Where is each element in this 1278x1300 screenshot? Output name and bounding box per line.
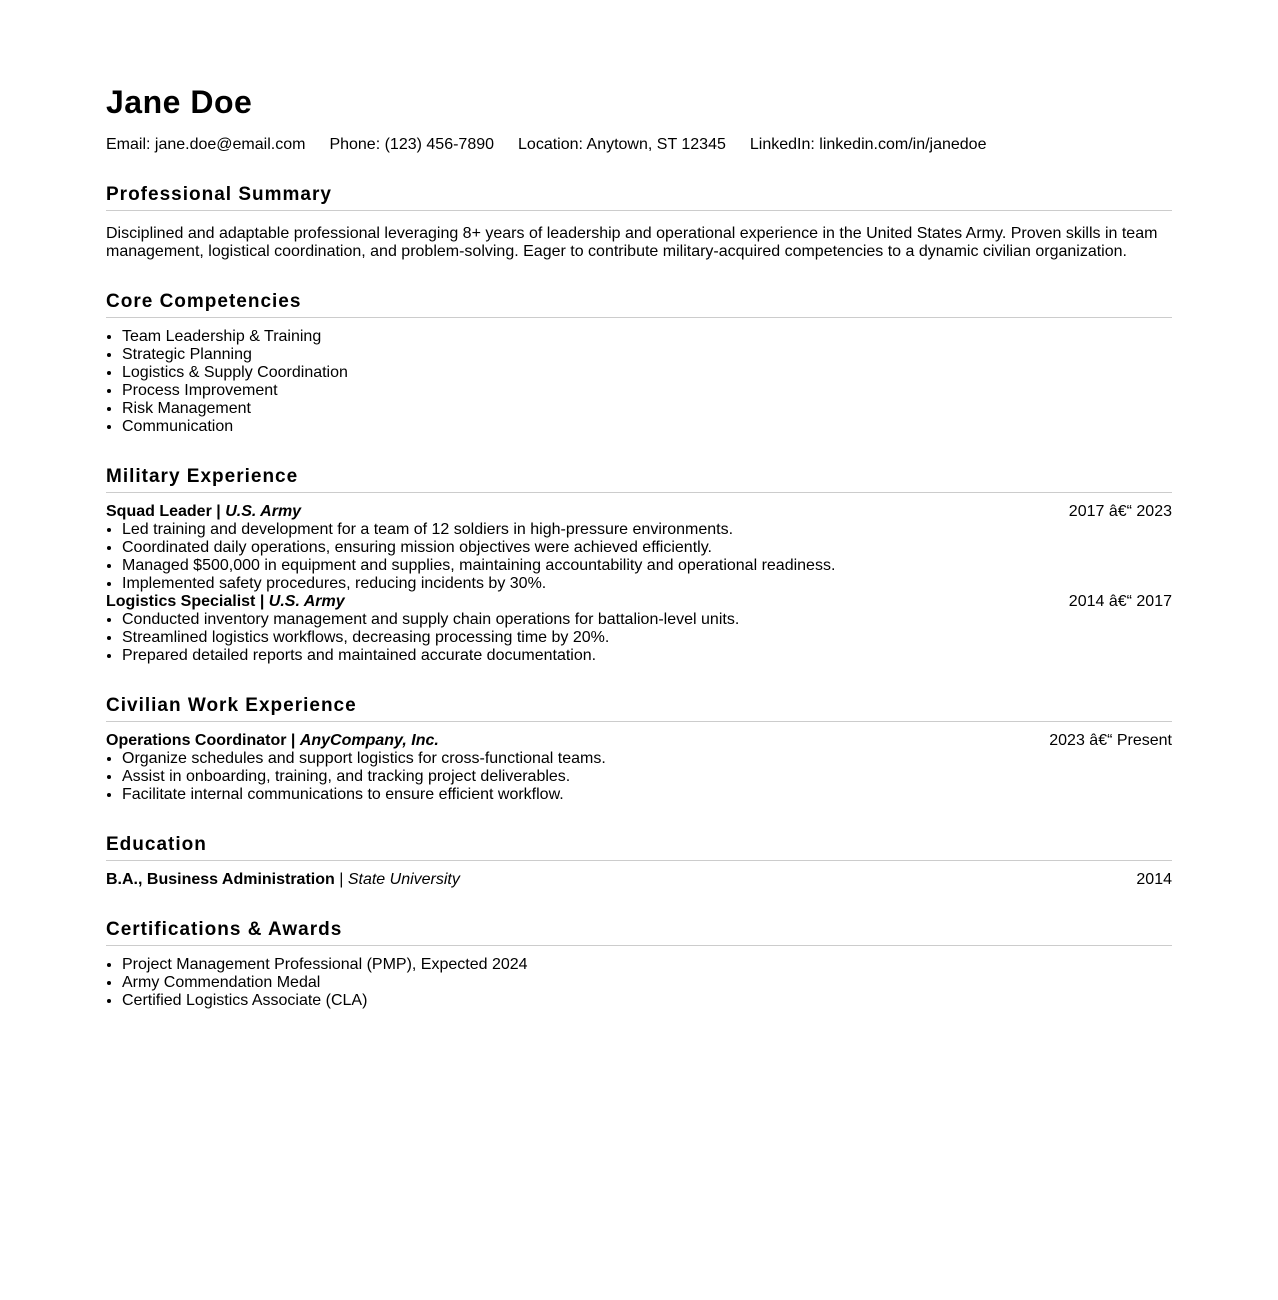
list-item: • Coordinated daily operations, ensuring mission objectives were achieved efficiently. <box>122 539 1172 557</box>
job-entry <box>106 593 1172 665</box>
list-item: • Streamlined logistics workflows, decreasing processing time by 20%. <box>122 629 1172 647</box>
list-item: • Assist in onboarding, training, and tracking project deliverables. <box>122 768 1172 786</box>
job-org: AnyCompany, Inc. <box>299 732 439 749</box>
contact-location: Location: Anytown, ST 12345 <box>518 136 726 153</box>
section-heading: Core Competencies <box>106 291 1172 318</box>
list-item: • Communication <box>122 418 1172 436</box>
list-item: • Organize schedules and support logistics for cross-functional teams. <box>122 750 1172 768</box>
job-dates: 2017 â€“ 2023 <box>1068 503 1172 520</box>
separator: | <box>211 503 226 520</box>
job-org: U.S. Army <box>268 593 345 610</box>
list-item: • Led training and development for a team of 12 soldiers in high-pressure environments. <box>122 521 1172 539</box>
list-item: • Logistics & Supply Coordination <box>122 364 1172 382</box>
list-item: • Facilitate internal communications to ensure efficient workflow. <box>122 786 1172 804</box>
list-item: • Managed $500,000 in equipment and supplies, maintaining accountability and operational readiness. <box>122 557 1172 575</box>
job-entry <box>106 732 1172 804</box>
summary-text: Disciplined and adaptable professional leveraging 8+ years of leadership and operational experience in the United States Army. Proven skills in team management, logistical coordination, and problem-solving. Eager to contribute military-acquired competencies to a dynamic civilian organization. <box>106 225 1158 260</box>
section-heading: Education <box>106 834 1172 861</box>
degree: B.A., Business Administration <box>106 871 335 888</box>
job-title: Operations Coordinator <box>106 732 287 749</box>
section-summary <box>106 184 1172 261</box>
job-entry <box>106 503 1172 593</box>
contact-phone: Phone: (123) 456-7890 <box>329 136 495 153</box>
section-heading: Civilian Work Experience <box>106 695 1172 722</box>
resume <box>106 80 1172 1010</box>
job-dates: 2023 â€“ Present <box>1049 732 1172 749</box>
school: State University <box>347 871 460 888</box>
section-heading: Military Experience <box>106 466 1172 493</box>
list-item: • Team Leadership & Training <box>122 328 1172 346</box>
section-military <box>106 466 1172 665</box>
job-org: U.S. Army <box>225 503 302 520</box>
list-item: • Conducted inventory management and supply chain operations for battalion-level units. <box>122 611 1172 629</box>
competency-list <box>106 328 1172 436</box>
list-item: • Army Commendation Medal <box>122 974 1172 992</box>
job-dates: 2014 â€“ 2017 <box>1068 593 1172 610</box>
job-title: Squad Leader <box>106 503 212 520</box>
job-title: Logistics Specialist <box>106 593 256 610</box>
list-item: • Project Management Professional (PMP), Expected 2024 <box>122 956 1172 974</box>
section-competencies <box>106 291 1172 436</box>
section-heading: Certifications & Awards <box>106 919 1172 946</box>
list-item: • Process Improvement <box>122 382 1172 400</box>
contact-info <box>106 136 1172 154</box>
list-item: • Strategic Planning <box>122 346 1172 364</box>
section-civilian <box>106 695 1172 804</box>
separator: | <box>334 871 348 888</box>
list-item: • Certified Logistics Associate (CLA) <box>122 992 1172 1010</box>
education-year: 2014 <box>1136 871 1172 888</box>
candidate-name: Jane Doe <box>106 84 253 120</box>
education-entry <box>106 871 1172 889</box>
contact-linkedin: LinkedIn: linkedin.com/in/janedoe <box>749 136 987 153</box>
list-item: • Risk Management <box>122 400 1172 418</box>
section-heading: Professional Summary <box>106 184 1172 211</box>
list-item: • Implemented safety procedures, reducing incidents by 30%. <box>122 575 1172 593</box>
list-item: • Prepared detailed reports and maintained accurate documentation. <box>122 647 1172 665</box>
separator: | <box>286 732 300 749</box>
contact-email: Email: jane.doe@email.com <box>106 136 306 153</box>
section-certifications <box>106 919 1172 1010</box>
certification-list <box>106 956 1172 1010</box>
section-education <box>106 834 1172 889</box>
separator: | <box>255 593 269 610</box>
